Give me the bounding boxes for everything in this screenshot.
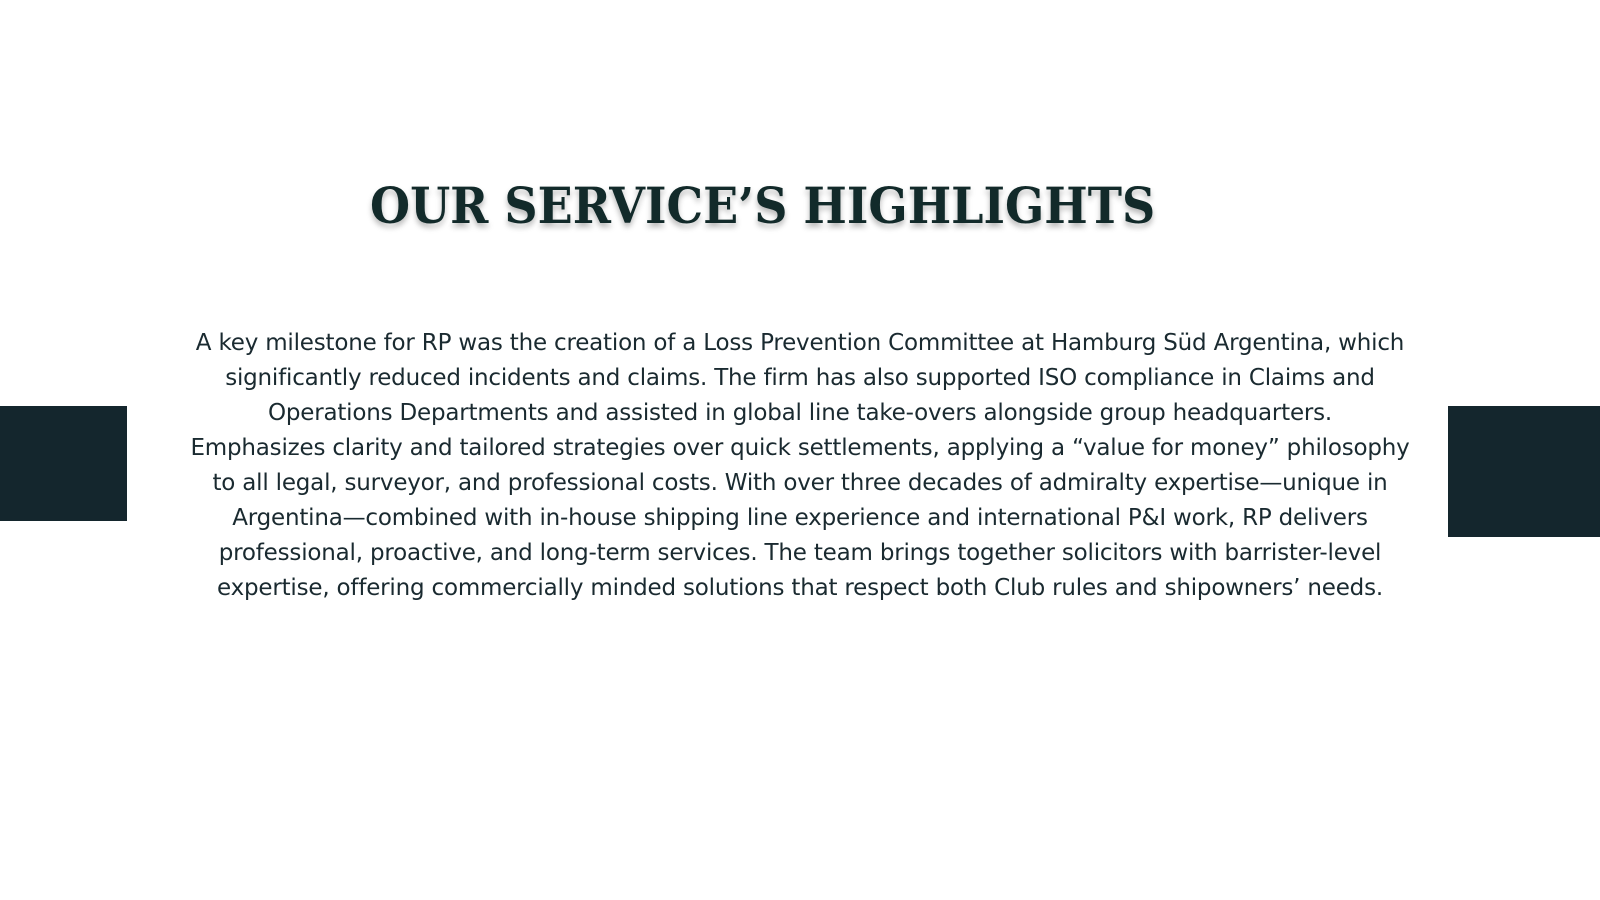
slide-title: OUR SERVICE’S HIGHLIGHTS <box>370 176 1156 235</box>
left-accent-block <box>0 406 127 521</box>
paragraph-loss-prevention: A key milestone for RP was the creation of a Loss Prevention Committee at Hamburg Süd Argentina, which significantly reduced incidents and claims. The firm has also supported ISO compliance in Claims and Operations Departments and assisted in global line take-overs alongside group headquarters. <box>195 330 1405 426</box>
paragraph-value-philosophy: Emphasizes clarity and tailored strategies over quick settlements, applying a “value for money” philosophy to all legal, surveyor, and professional costs. With over three decades of admiralty expertise—unique in Argentina—combined with in-house shipping line experience and international P&I work, RP delivers professional, proactive, and long-term services. The team brings together solicitors with barrister-level expertise, offering commercially minded solutions that respect both Club rules and shipowners’ needs. <box>190 435 1410 601</box>
right-accent-block <box>1448 406 1600 537</box>
body-text <box>190 326 1410 606</box>
